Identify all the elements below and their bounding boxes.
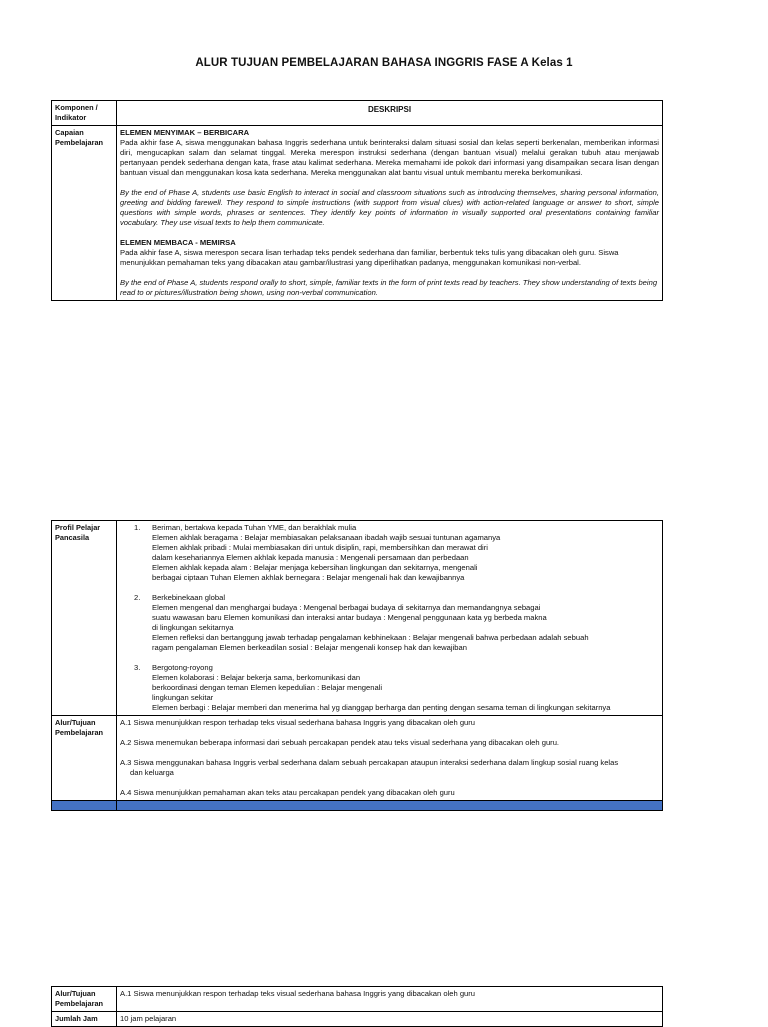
alur-list [120,718,659,798]
profil-item-title-text: Bergotong-royong [152,663,213,672]
alur-text-2: A.1 Siswa menunjukkan respon terhadap teks visual sederhana bahasa Inggris yang dibacakan oleh guru [117,987,663,1012]
profil-item-number: 3. [134,663,141,672]
profil-row [52,521,663,716]
profil-item-line: Elemen mengenal dan menghargai budaya : Mengenal berbagai budaya di sekitarnya dan memandangnya sebagai [152,603,541,612]
profil-item-line: lingkungan sekitar [152,693,214,702]
alur-item [120,718,659,728]
profil-item-line: Elemen akhlak kepada alam : Belajar menjaga kebersihan lingkungan dan sekitarnya, mengenali [152,563,478,572]
profil-item-line: Elemen refleksi dan bertanggung jawab terhadap pengalaman kebhinekaan : Belajar mengenali bahwa perbedaan adalah sebuah [152,633,589,642]
profil-item-line: dalam kesehariannya Elemen akhlak kepada manusia : Mengenali persamaan dan perbedaan [152,553,469,562]
komponen-header: Komponen / Indikator [52,101,117,126]
profil-item [120,663,659,713]
paragraph-membaca-id: Pada akhir fase A, siswa merespon secara lisan terhadap teks pendek sederhana dan familiar, berbentuk teks tulis yang dibacakan oleh guru. Siswa menunjukkan pemahaman teks yang dibacakan atau gambar/ilustrasi yang diperlihatkan padanya, menggunakan komunikasi non-verbal. [120,248,619,267]
alur-item-continuation: dan keluarga [130,768,174,777]
alur-item [120,738,659,748]
capaian-content [117,126,663,301]
alur-content [117,716,663,801]
profil-content [117,521,663,716]
paragraph-menyimak-id: Pada akhir fase A, siswa menggunakan bahasa Inggris sederhana untuk berinteraksi dalam situasi sosial dan kelas seperti berkenalan, memberikan informasi diri, mengucapkan salam dan selamat tinggal. Mereka merespon instruksi sederhana (dengan bantuan visual) melalui gerakan tubuh atau menjawab pertanyaan pendek sederhana dengan kata, frase atau kalimat sederhana. Mereka memahami ide pokok dari informasi yang disampaikan secara lisan dengan bantuan visual dan menggunakan kosa kata sederhana. Mereka menggunakan alat bantu visual untuk membantu mereka berkomunikasi. [120,138,659,177]
profil-item-line: Elemen akhlak pribadi : Mulai membiasakan diri untuk disiplin, rapi, membersihkan dan merawat diri [152,543,488,552]
profil-item-number: 1. [134,523,141,532]
paragraph-membaca-en: By the end of Phase A, students respond orally to short, simple, familiar texts in the form of print texts read by teachers. They show understanding of texts being read to or pictures/illustration being shown, using non-verbal communication. [120,278,658,297]
profil-item-title [120,523,659,533]
alur-item-text: A.4 Siswa menunjukkan pemahaman akan teks atau percakapan pendek yang dibacakan oleh guru [120,788,455,797]
jam-text: 10 jam pelajaran [117,1012,663,1027]
profil-item-line: Elemen berbagi : Belajar memberi dan menerima hal yg dianggap berharga dan penting dengan sesama teman di lingkungan sekitarnya [152,703,611,712]
section-title-membaca: ELEMEN MEMBACA - MEMIRSA [120,238,236,247]
paragraph-menyimak-en: By the end of Phase A, students use basic English to interact in social and classroom situations such as introducing themselves, sharing personal information, greeting and bidding farewell. They respond to simple instructions (with support from visual clues) with action-related language or answer to short, simple questions with simple words, phrases or sentences. They identify key points of information in visually supported oral presentations containing familiar vocabulary. They use visual texts to help them communicate. [120,188,659,227]
deskripsi-header: DESKRIPSI [117,101,663,126]
profil-item-title-text: Berkebinekaan global [152,593,226,602]
document-title: ALUR TUJUAN PEMBELAJARAN BAHASA INGGRIS FASE A Kelas 1 [195,57,573,69]
capaian-label: Capaian Pembelajaran [52,126,117,301]
alur-item [120,788,659,798]
profil-item-number: 2. [134,593,141,602]
profil-item-line: berkoordinasi dengan teman Elemen kepedulian : Belajar mengenali [152,683,383,692]
profil-item-line: suatu wawasan baru Elemen komunikasi dan interaksi antar budaya : Mengenal penggunaan kata yg berbeda makna [152,613,547,622]
profil-item [120,523,659,583]
alur-item [120,758,659,778]
profil-item-line: ragam pengalaman Elemen berkeadilan sosial : Belajar mengenali konsep hak dan kewajiban [152,643,467,652]
blue-bar-right [117,801,663,811]
capaian-table [51,100,663,301]
profil-item-line: Elemen kolaborasi : Belajar bekerja sama, berkomunikasi dan [152,673,361,682]
alur-item-text: A.1 Siswa menunjukkan respon terhadap teks visual sederhana bahasa Inggris yang dibacakan oleh guru [120,718,476,727]
profil-item-line: di lingkungan sekitarnya [152,623,234,632]
profil-item-title [120,663,659,673]
alur-item-text: A.3 Siswa menggunakan bahasa Inggris verbal sederhana dalam sebuah percakapan ataupun interaksi sederhana dalam lingkup sosial ruang kelas [120,758,619,767]
profil-item-title [120,593,659,603]
jam-row [52,1012,663,1027]
profil-table [51,520,663,811]
blue-bar-row [52,801,663,811]
profil-item-title-text: Beriman, bertakwa kepada Tuhan YME, dan berakhlak mulia [152,523,357,532]
profil-list [120,523,659,713]
alur-row-2 [52,987,663,1012]
profil-item [120,593,659,653]
table-header-row [52,101,663,126]
profil-item-line: berbagai ciptaan Tuhan Elemen akhlak bernegara : Belajar mengenali hak dan kewajibannya [152,573,465,582]
alur-item-text: A.2 Siswa menemukan beberapa informasi dari sebuah percakapan pendek atau teks visual sederhana yang dibacakan oleh guru. [120,738,560,747]
alur-label: Alur/Tujuan Pembelajaran [52,716,117,801]
blue-bar-left [52,801,117,811]
capaian-row [52,126,663,301]
alur-label-2: Alur/Tujuan Pembelajaran [52,987,117,1012]
section-title-menyimak: ELEMEN MENYIMAK – BERBICARA [120,128,250,137]
jam-label: Jumlah Jam [52,1012,117,1027]
alur-row [52,716,663,801]
profil-label: Profil Pelajar Pancasila [52,521,117,716]
jam-table [51,986,663,1027]
profil-item-line: Elemen akhlak beragama : Belajar membiasakan pelaksanaan ibadah wajib sesuai tuntunan agamanya [152,533,501,542]
